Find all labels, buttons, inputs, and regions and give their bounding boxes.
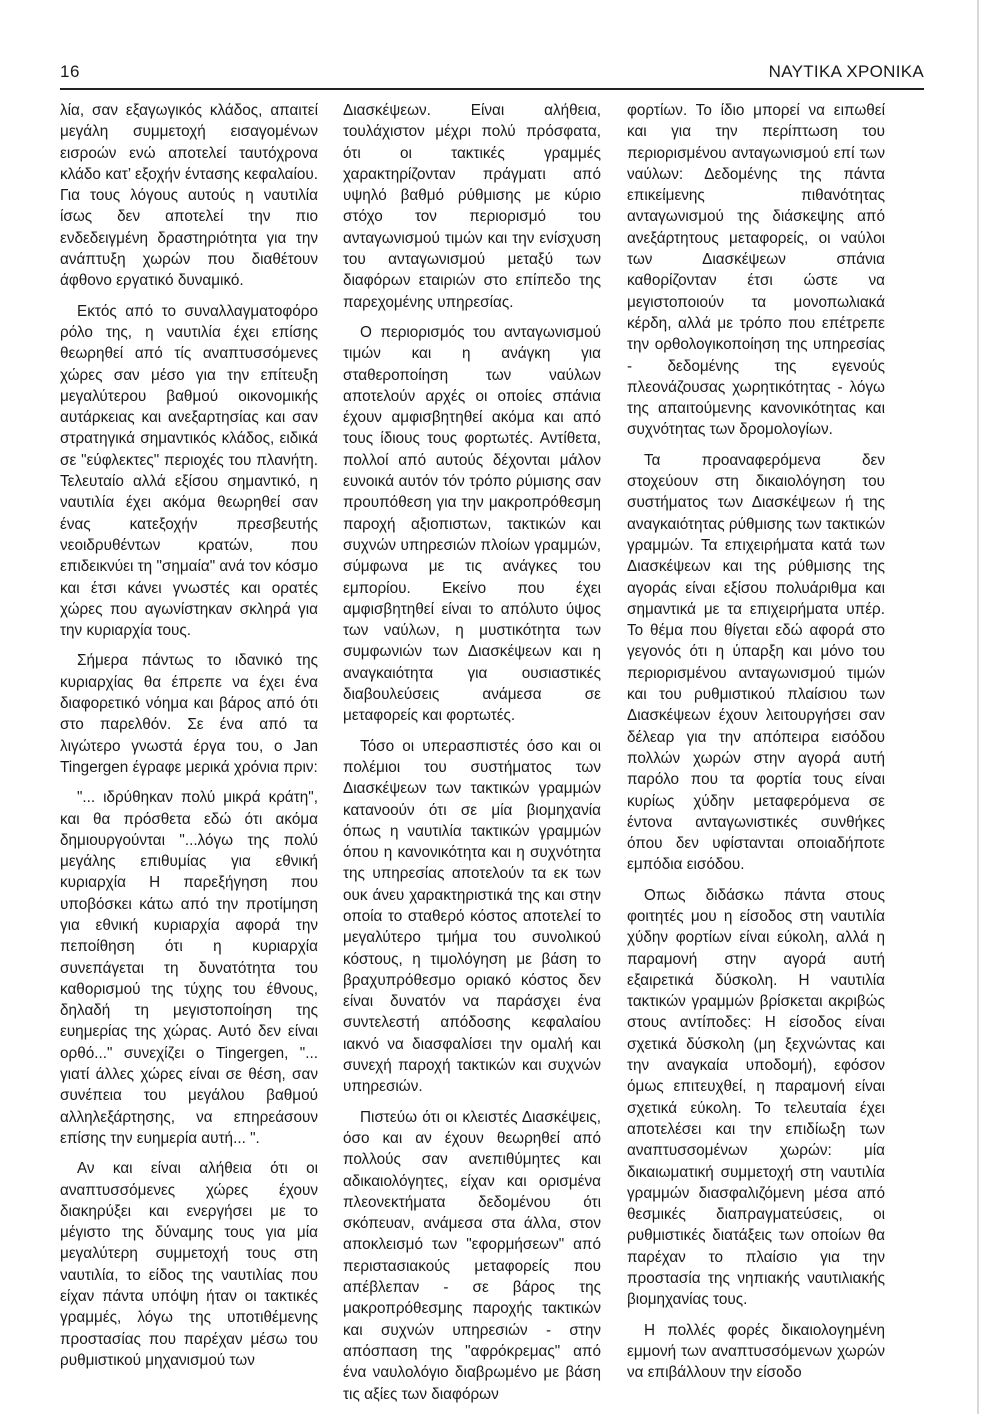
paragraph: φορτίων. Το ίδιο μπορεί να ειπωθεί και για την περίπτωση του περιορισμένου ανταγωνισμού επί των ναύλων: Δεδομένης της πάντα επικείμενης πιθανότητας ανταγωνισμού της διάσκεψης από ανεξάρτητους μεταφορείς, οι ναύλοι των Διασκέψεων σπάνια καθορίζονταν έτσι ώστε να μεγιστοποιούν τα μονοπωλιακά κέρδη, αλλά με τρόπο που επέτρεπε την ορθολογικοποίηση της υπηρεσίας - δεδομένης της εγενούς πλεονάζουσας χωρητικότητας - λόγω της απαιτούμενης κανονικότητας και συχνότητας των δρομολογίων. xyxy=(627,102,885,439)
paragraph: Εκτός από το συναλλαγματοφόρο ρόλο της, η ναυτιλία έχει επίσης θεωρηθεί από τίς αναπτυσσόμενες χώρες σαν μέσο για την επίτευξη μεγαλύτερου βαθμού οικονομικής αυτάρκειας και ανεξαρτησίας και σαν στρατηγικά σημαντικός κλάδος, ειδικά σε "εύφλεκτες" περιοχές του πλανήτη. Τελευταίο αλλά εξίσου σημαντικό, η ναυτιλία έχει ακόμα θεωρηθεί σαν ένας κατεξοχήν πρεσβευτής νεοιδρυθέντων κρατών, που επιδεικνύει τη "σημαία" ανά τον κόσμο και έτσι κάνει γνωστές και ορατές χώρες που αγωνίστηκαν σκληρά για την κυριαρχία τους. xyxy=(60,302,318,640)
text-column-3 xyxy=(627,100,885,1393)
paragraph: Ο περιορισμός του ανταγωνισμού τιμών και η ανάγκη για σταθεροποίηση των ναύλων αποτελούν αρχές οι οποίες σπάνια έχουν αμφισβητηθεί ακόμα και από τους ίδιους τους φορτωτές. Αντίθετα, πολλοί από αυτούς δέχονται μάλον ευνοικά αυτόν τόν τρόπο ρύμισης σαν προυπόθεση για την μακροπρόθεσμη παροχή αξιοπιστων, τακτικών και συχνών υπηρεσιών πλοίων γραμμών, σύμφωνα με τις ανάγκες του εμπορίου. Εκείνο που έχει αμφισβητηθεί είναι το απόλυτο ύψος των ναύλων, η μυστικότητα των συμφωνιών των Διασκέψεων και η αναγκαιότητα για ουσιαστικές διαβουλεύσεις ανάμεσα σε μεταφορείς και φορτωτές. xyxy=(343,323,601,725)
paragraph: Τα προαναφερόμενα δεν στοχεύουν στη δικαιολόγηση του συστήματος των Διασκέψεων ή της αναγκαιότητας ρύθμισης των τακτικών γραμμών. Τα επιχειρήματα κατά των Διασκέψεων και της ρύθμισης της αγοράς είναι εξίσου πολυάριθμα και σημαντικά με τα επιχειρήματα υπέρ. Το θέμα που θίγεται εδώ αφορά στο γεγονός ότι η ύπαρξη και μόνο του περιορισμένου ανταγωνισμού τιμών και του ρυθμιστικού πλαίσιου των Διασκέψεων έχουν λειτουργήσει σαν δέλεαρ για την απόπειρα εισόδου πολλών χωρών στην αγορά αυτή παρόλο που τα φορτία τους είναι κυρίως χύδην μεταφερόμενα σε έντονα ανταγωνιστικές συνθήκες όπου δεν υφίστανται οποιαδήποτε εμπόδια εισόδου. xyxy=(627,451,885,874)
paragraph: Διασκέψεων. Είναι αλήθεια, τουλάχιστον μέχρι πολύ πρόσφατα, ότι οι τακτικές γραμμές χαρακτηρίζονταν πράγματι από υψηλό βαθμό ρύθμισης με κύριο στόχο τον περιορισμό του ανταγωνισμού τιμών και την ενίσχυση του ανταγωνισμού μεταξύ των διαφόρων εταιριών στο επίπεδο της παρεχομένης υπηρεσίας. xyxy=(343,102,601,311)
paragraph: Σήμερα πάντως το ιδανικό της κυριαρχίας θα έπρεπε να έχει ένα διαφορετικό νόημα και βάρος από ότι στο παρελθόν. Σε ένα από τα λιγώτερο γνωστά έργα του, ο Jan Tingergen έγραφε μερικά χρόνια πριν: xyxy=(60,652,318,776)
journal-title: ΝΑΥΤΙΚΑ ΧΡΟΝΙΚΑ xyxy=(768,62,924,81)
paragraph: λία, σαν εξαγωγικός κλάδος, απαιτεί μεγάλη συμμετοχή εισαγομένων εισροών ενώ αποτελεί ταυτόχρονα κλάδο κατ’ εξοχήν έντασης κεφαλαίου. Για τους λόγους αυτούς η ναυτιλία ίσως δεν αποτελεί την πιο ενδεδειγμένη δραστηριότητα για την ανάπτυξη χωρών που διαθέτουν άφθονο εργατικό δυναμικό. xyxy=(60,102,318,290)
text-column-2 xyxy=(343,100,601,1414)
paragraph: Αν και είναι αλήθεια ότι οι αναπτυσσόμενες χώρες έχουν διακηρύξει και ενεργήσει με το μέγιστο της δύναμης τους για μία μεγαλύτερη συμμετοχή τους στη ναυτιλία, το είδος της ναυτιλίας που είχαν πάντα υπόψη ήταν οι τακτικές γραμμές, λόγω της υποτιθέμενης προστασίας που παρέχαν μέσω του ρυθμιστικού μηχανισμού των xyxy=(60,1160,318,1369)
paragraph: Τόσο οι υπερασπιστές όσο και οι πολέμιοι του συστήματος των Διασκέψεων των τακτικών γραμμών κατανοούν ότι σε μία βιομηχανία όπως η ναυτιλία τακτικών γραμμών όπου η κανονικότητα και η συχνότητα της υπηρεσίας αποτελούν τα εκ των ουκ άνευ χαρακτηριστικά της και στην οποία το σταθερό κόστος αποτελεί το μεγαλύτερο τμήμα του συνολικού κόστους, η τιμολόγηση με βάση το βραχυπρόθεσμο οριακό κόστος δεν είναι δυνατόν να παράσχει ένα συντελεστή απόδοσης κεφαλαίου ιακνό να διασφαλίσει την ομαλή και συνεχή παροχή τακτικών και συχνών υπηρεσιών. xyxy=(343,737,601,1096)
paragraph: Η πολλές φορές δικαιολογημένη εμμονή των αναπτυσσόμενων χωρών να επιβάλλουν την είσοδο xyxy=(627,1321,885,1382)
page-number: 16 xyxy=(60,62,80,81)
paragraph: Πιστεύω ότι οι κλειστές Διασκέψεις, όσο και αν έχουν θεωρηθεί από πολλούς σαν ανεπιθύμητες και αδικαιολόγητες, είχαν και ορισμένα πλεονεκτήματα δεδομένου ότι σκόπευαν, ανάμεσα στα άλλα, στον αποκλεισμό των "εφορμήσεων" από περιστασιακούς μεταφορείς που απέβλεπαν - σε βάρος της μακροπρόθεσμης παροχής τακτικών και συχνών υπηρεσιών - στην απόσπαση της "αφρόκρεμας" από ένα ναυλολόγιο διαβρωμένο με βάση τις αξίες των διαφόρων xyxy=(343,1108,601,1403)
header-rule xyxy=(60,88,924,90)
paragraph: Οπως διδάσκω πάντα στους φοιτητές μου η είσοδος στη ναυτιλία χύδην φορτίων είναι εύκολη, αλλά η παραμονή στην αγορά αυτή εξαιρετικά δύσκολη. Η ναυτιλία τακτικών γραμμών βρίσκεται ακριβώς στους αντίποδες: Η είσοδος είναι σχετικά δύσκολη (μη ξεχνώντας και την αναγκαία υποδομή), εφόσον όμως επιτευχθεί, η παραμονή είναι σχετικά εύκολη. Το τελευταία έχει αποτελέσει και την επιδίωξη των αναπτυσσομένων χωρών: μία δικαιωματική συμμετοχή στη ναυτιλία γραμμών διασφαλιζόμενη μέσα από θεσμικές διαπραγματεύσεις, οι ρυθμιστικές διατάξεις των οποίων θα παρέχαν το πλαίσιο για την προστασία της νηπιακής ναυτιλιακής βιομηχανίας τους. xyxy=(627,886,885,1309)
quote-paragraph: "... ιδρύθηκαν πολύ μικρά κράτη", και θα πρόσθετα εδώ ότι ακόμα δημιουργούνται "...λόγω της πολύ μεγάλης επιθυμίας για εθνική κυριαρχία Η παρεξήγηση που υποβόσκει κάτω από την προτίμηση για εθνική κυριαρχία αφορά την πεποίθηση ότι η κυριαρχία συνεπάγεται τη δυνατότητα του καθορισμού της τύχης του έθνους, δηλαδή τη μεγιστοποίηση της ευημερίας της χώρας. Αυτό δεν είναι ορθό..." συνεχίζει ο Tingergen, "... γιατί άλλες χώρες είναι σε θέση, σαν συνέπεια του μεγάλου βαθμού αλληλεξάρτησης, να επηρεάσουν επίσης την ευημερία αυτή... ". xyxy=(60,789,318,1147)
page-edge-shadow xyxy=(977,0,979,1414)
text-column-1 xyxy=(60,100,318,1380)
